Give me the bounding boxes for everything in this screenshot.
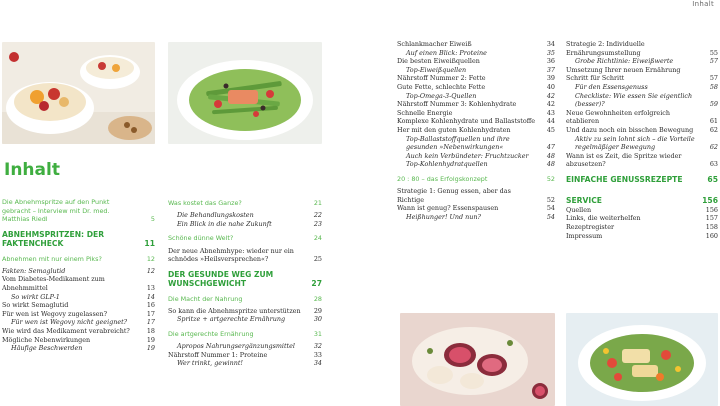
toc-entry[interactable]: Wann ist es Zeit, die Spritze wieder abzusetzen? 63: [566, 151, 718, 169]
toc-entry[interactable]: Impressum 160: [566, 231, 718, 240]
toc-entry[interactable]: Umsetzung Ihrer neuen Ernährung Schritt für Schritt 57: [566, 65, 718, 83]
toc-entry[interactable]: Top-Kohlenhydratquellen 48: [406, 160, 555, 169]
toc-entry[interactable]: Die Abnehmspritze auf den Punkt gebracht – Interview mit Dr. med. Matthias Riedl 5: [2, 198, 155, 224]
toc-section-heading[interactable]: SERVICE 156: [566, 196, 718, 206]
toc-entry[interactable]: Links, die weiterhelfen 157: [566, 214, 718, 223]
toc-entry[interactable]: Top-Eiweißquellen 37: [406, 65, 555, 74]
toc-entry[interactable]: Heißhunger! Und nun? 54: [406, 212, 555, 221]
toc-entry[interactable]: 20 : 80 – das Erfolgskonzept 52: [397, 174, 555, 183]
toc-entry[interactable]: Spritze + artgerechte Ernährung 30: [177, 315, 322, 324]
toc-entry[interactable]: Ein Blick in die nahe Zukunft 23: [177, 219, 322, 228]
toc-entry[interactable]: Die Macht der Nahrung 28: [168, 294, 322, 303]
toc-entry[interactable]: Was kostet das Ganze? 21: [168, 199, 322, 207]
toc-section-heading[interactable]: DER GESUNDE WEG ZUM WUNSCHGEWICHT 27: [168, 269, 322, 289]
toc-entry[interactable]: Häufige Beschwerden 19: [11, 344, 155, 353]
toc-entry[interactable]: Schlankmacher Eiweiß 34: [397, 40, 555, 48]
halloumi-salad-photo: [566, 313, 718, 406]
toc-entry[interactable]: Für wen ist Wegovy zugelassen? 17: [2, 309, 155, 318]
toc-entry[interactable]: Und dazu noch ein bisschen Bewegung 62: [566, 125, 718, 134]
toc-entry[interactable]: So kann die Abnehmspritze unterstützen 29: [168, 306, 322, 315]
toc-entries-col4: [566, 40, 718, 240]
toc-entry[interactable]: Wann ist genug? Essenspausen 54: [397, 204, 555, 213]
toc-entry[interactable]: Strategie 1: Genug essen, aber das Richtige 52: [397, 187, 555, 204]
toc-entry[interactable]: Apropos Nahrungsergänzungsmittel 32: [177, 342, 322, 351]
toc-entry[interactable]: Nährstoff Nummer 1: Proteine 33: [168, 350, 322, 359]
toc-entry[interactable]: Quellen 156: [566, 205, 718, 214]
toc-entry[interactable]: Wer trinkt, gewinnt! 34: [177, 359, 322, 368]
toc-entry[interactable]: Fakten: Semaglutid 12: [2, 266, 155, 275]
toc-entry[interactable]: Neue Gewohnheiten erfolgreich etablieren 61: [566, 108, 718, 126]
toc-entry[interactable]: Grobe Richtlinie: Eiweißwerte 57: [575, 57, 718, 66]
toc-entry[interactable]: Gute Fette, schlechte Fette 40: [397, 82, 555, 91]
toc-entry[interactable]: Top-Ballaststoffquellen und ihre gesunden »Nebenwirkungen« 47: [406, 134, 555, 152]
toc-section-heading[interactable]: EINFACHE GENUSSREZEPTE 65: [566, 174, 718, 184]
toc-entry[interactable]: Top-Omega-3-Quellen 42: [406, 91, 555, 100]
toc-entry[interactable]: Auf einen Blick: Proteine 35: [406, 48, 555, 57]
toc-entries-col3: [397, 40, 555, 221]
toc-entry[interactable]: Her mit den guten Kohlenhydraten 45: [397, 125, 555, 134]
grilled-figs-photo: [400, 313, 555, 406]
toc-entry[interactable]: Aktiv zu sein lohnt sich – die Vorteile regelmäßiger Bewegung 62: [575, 134, 718, 152]
toc-entry[interactable]: Abnehmen mit nur einem Piks? 12: [2, 254, 155, 263]
toc-entry[interactable]: Die besten Eiweißquellen 36: [397, 57, 555, 66]
toc-entry[interactable]: Die Behandlungskosten 22: [177, 211, 322, 220]
toc-entry[interactable]: Vom Diabetes-Medikament zum Abnehmmittel 13: [2, 275, 155, 292]
toc-entries-col1: [2, 198, 155, 353]
breakfast-bowls-photo: [2, 42, 155, 144]
toc-entry[interactable]: Die artgerechte Ernährung 31: [168, 329, 322, 338]
toc-section-heading[interactable]: ABNEHMSPRITZEN: DER FAKTENCHECK 11: [2, 229, 155, 249]
running-head: Inhalt: [692, 0, 714, 8]
toc-entry[interactable]: Nährstoff Nummer 2: Fette 39: [397, 74, 555, 83]
toc-entry[interactable]: So wirkt GLP-1 14: [11, 292, 155, 301]
toc-entries-col2: [168, 199, 322, 368]
toc-entry[interactable]: Strategie 2: Individuelle Ernährungsumstellung 55: [566, 40, 718, 57]
toc-entry[interactable]: Wie wird das Medikament verabreicht? 18: [2, 326, 155, 335]
toc-entry[interactable]: Schnelle Energie 43: [397, 108, 555, 117]
salmon-asparagus-salad-photo: [168, 42, 322, 144]
toc-entry[interactable]: Mögliche Nebenwirkungen 19: [2, 335, 155, 344]
toc-entry[interactable]: Rezeptregister 158: [566, 222, 718, 231]
toc-entry[interactable]: Nährstoff Nummer 3: Kohlenhydrate 42: [397, 100, 555, 109]
toc-entry[interactable]: Für den Essensgenuss 58: [575, 82, 718, 91]
toc-entry[interactable]: Für wen ist Wegovy nicht geeignet? 17: [11, 318, 155, 327]
toc-entry[interactable]: Checkliste: Wie essen Sie eigentlich (besser)? 59: [575, 91, 718, 109]
toc-title: Inhalt: [4, 160, 60, 180]
toc-entry[interactable]: Komplexe Kohlenhydrate und Ballaststoffe 44: [397, 117, 555, 126]
toc-entry[interactable]: Der neue Abnehmhype: wieder nur ein schnödes »Heilsversprechen«? 25: [168, 246, 322, 264]
toc-entry[interactable]: So wirkt Semaglutid 16: [2, 301, 155, 310]
toc-entry[interactable]: Auch kein Verbündeter: Fruchtzucker 48: [406, 151, 555, 160]
toc-entry[interactable]: Schöne dünne Welt? 24: [168, 234, 322, 243]
